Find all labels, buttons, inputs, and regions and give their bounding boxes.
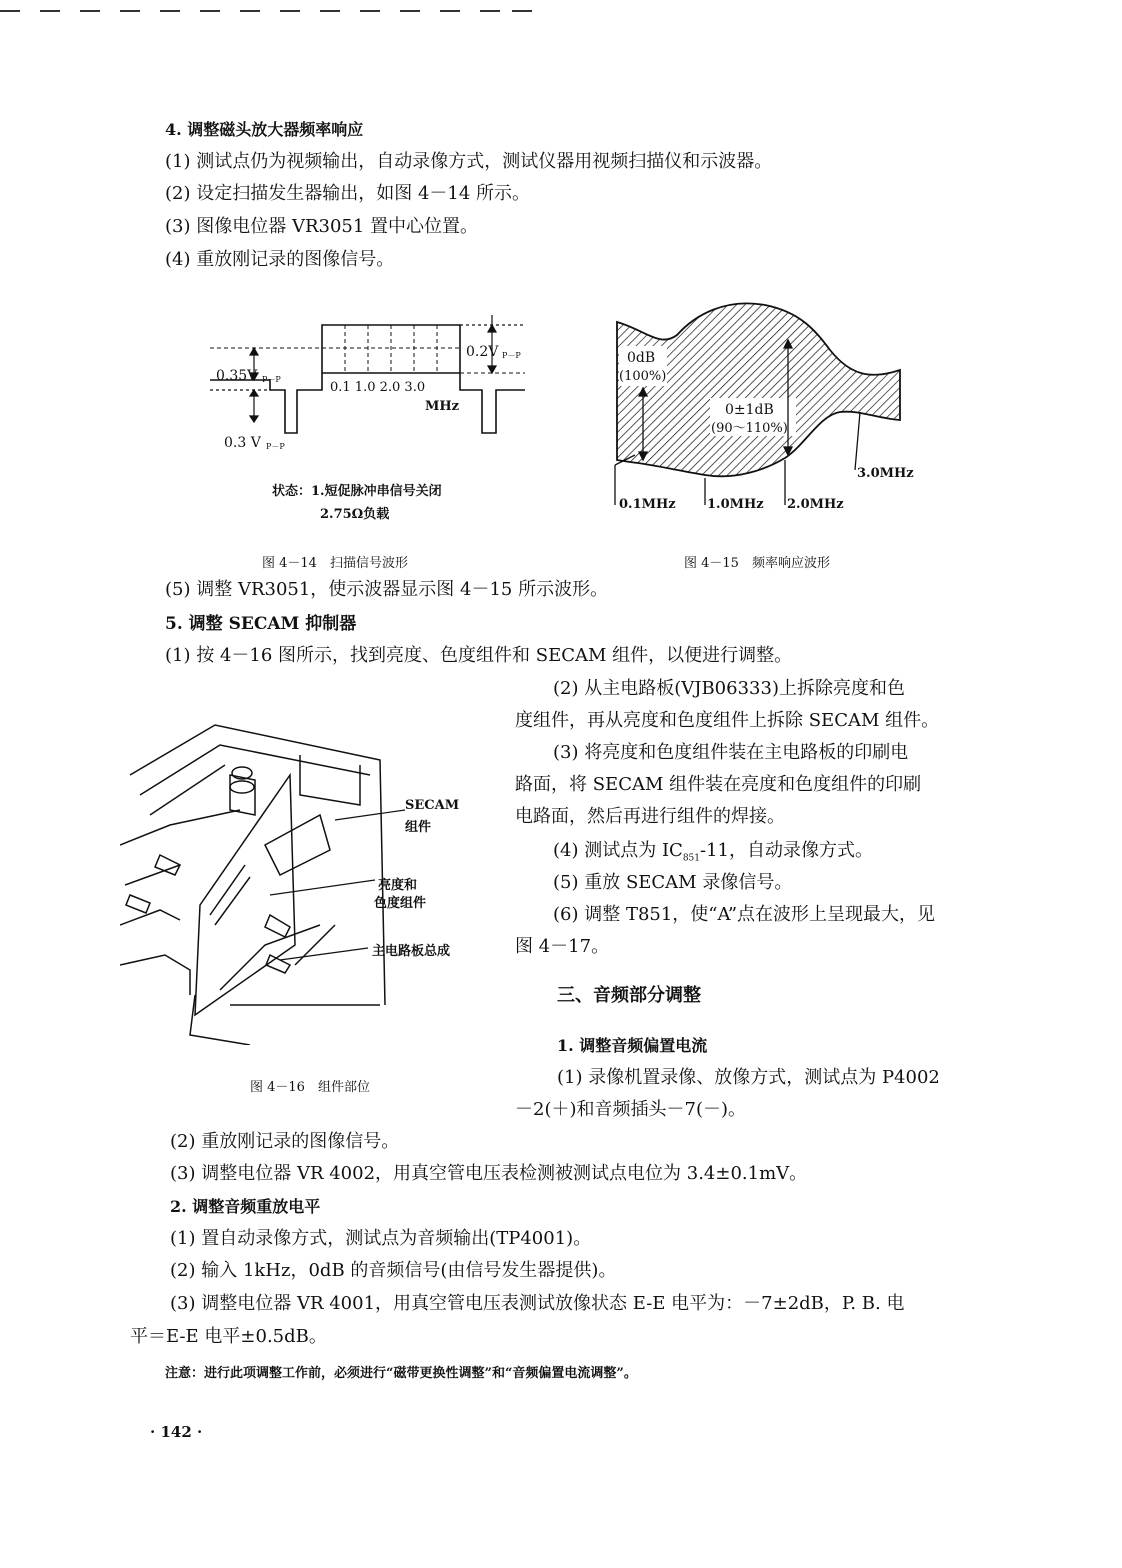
sec5-step-4	[553, 839, 873, 871]
audio-step-1-3: (3) 调整电位器 VR 4002，用真空管电压表检测被测试点电位为 3.4±0.1mV。	[170, 1163, 808, 1184]
audio-step-2-1: (1) 置自动录像方式，测试点为音频输出(TP4001)。	[170, 1228, 592, 1249]
audio-step-2-3-line-2: 平＝E-E 电平±0.5dB。	[130, 1326, 327, 1347]
section-5-heading: 5. 调整 SECAM 抑制器	[165, 614, 357, 634]
figure-4-14-scan-waveform	[210, 310, 540, 470]
label-10mhz: 1.0MHz	[707, 497, 764, 512]
label-20mhz: 2.0MHz	[787, 497, 844, 512]
figure-4-16-module-location	[120, 715, 480, 1045]
audio-sub-1-heading: 1. 调整音频偏置电流	[557, 1036, 708, 1055]
sec5-step-4-text: (4) 测试点为 IC	[553, 840, 683, 861]
label-frequencies: 0.1 1.0 2.0 3.0	[330, 380, 426, 395]
sec5-step-2-line-2: 度组件，再从亮度和色度组件上拆除 SECAM 组件。	[515, 710, 940, 731]
label-main-board: 主电路板总成	[372, 944, 451, 959]
label-secam-module-2: 组件	[405, 820, 432, 835]
label-035vpp: 0.35V	[216, 368, 258, 384]
label-tolerance-percent: (90～110%)	[711, 421, 788, 436]
audio-step-1-2: (2) 重放刚记录的图像信号。	[170, 1131, 400, 1152]
sec4-step-2: (2) 设定扫描发生器输出，如图 4－14 所示。	[165, 183, 531, 204]
page-number: · 142 ·	[150, 1423, 203, 1441]
sec5-step-3-line-3: 电路面，然后再进行组件的焊接。	[515, 806, 785, 827]
sec5-step-3-line-1: (3) 将亮度和色度组件装在主电路板的印刷电	[553, 742, 909, 763]
label-luma-chroma-1: 亮度和	[378, 878, 418, 893]
label-02vpp-sub: P－P	[502, 351, 521, 360]
label-0db: 0dB	[627, 350, 656, 366]
fig416-caption: 图 4－16 组件部位	[250, 1080, 370, 1095]
ic-subscript: 851	[682, 853, 701, 864]
sec4-step-5: (5) 调整 VR3051，使示波器显示图 4－15 所示波形。	[165, 579, 609, 600]
label-02vpp: 0.2V	[466, 344, 499, 360]
sec5-step-5: (5) 重放 SECAM 录像信号。	[553, 872, 793, 893]
fig414-status-line-1: 状态：1.短促脉冲串信号关闭	[272, 484, 442, 499]
sec4-step-1: (1) 测试点仍为视频输出，自动录像方式，测试仪器用视频扫描仪和示波器。	[165, 151, 773, 172]
fig414-caption: 图 4－14 扫描信号波形	[262, 556, 408, 571]
audio-step-1-1-line-2: －2(＋)和音频插头－7(－)。	[515, 1099, 746, 1120]
label-tolerance: 0±1dB	[725, 402, 774, 418]
section-audio-title: 三、音频部分调整	[557, 985, 701, 1006]
note-text: 注意：进行此项调整工作前，必须进行“磁带更换性调整”和“音频偏置电流调整”。	[165, 1366, 637, 1381]
label-01mhz: 0.1MHz	[619, 497, 676, 512]
label-03vpp-sub: P－P	[266, 442, 285, 451]
fig414-status-line-2: 2.75Ω负载	[320, 507, 390, 522]
figure-4-15-frequency-response	[605, 300, 935, 525]
label-luma-chroma-2: 色度组件	[374, 896, 427, 911]
audio-step-1-1-line-1: (1) 录像机置录像、放像方式，测试点为 P4002	[557, 1067, 940, 1088]
sec5-step-3-line-2: 路面，将 SECAM 组件装在亮度和色度组件的印刷	[515, 774, 922, 795]
sec5-step-6-line-1: (6) 调整 T851，使“A”点在波形上呈现最大，见	[553, 904, 936, 925]
label-035vpp-sub: P－P	[262, 375, 281, 384]
audio-sub-2-heading: 2. 调整音频重放电平	[170, 1197, 321, 1216]
label-30mhz: 3.0MHz	[857, 466, 914, 481]
sec4-step-3: (3) 图像电位器 VR3051 置中心位置。	[165, 216, 479, 237]
sec5-step-1: (1) 按 4－16 图所示，找到亮度、色度组件和 SECAM 组件，以便进行调整。	[165, 645, 793, 666]
label-mhz: MHz	[425, 399, 460, 414]
sec5-step-2-line-1: (2) 从主电路板(VJB06333)上拆除亮度和色	[553, 678, 905, 699]
fig415-caption: 图 4－15 频率响应波形	[684, 556, 830, 571]
sec4-step-4: (4) 重放刚记录的图像信号。	[165, 249, 395, 270]
label-secam-module-1: SECAM	[405, 798, 460, 813]
audio-step-2-2: (2) 输入 1kHz，0dB 的音频信号(由信号发生器提供)。	[170, 1260, 617, 1281]
label-100-percent: (100%)	[619, 369, 667, 384]
sec5-step-6-line-2: 图 4－17。	[515, 936, 610, 957]
section-4-heading: 4. 调整磁头放大器频率响应	[165, 120, 364, 139]
label-03vpp: 0.3 V	[224, 435, 261, 451]
audio-step-2-3-line-1: (3) 调整电位器 VR 4001，用真空管电压表测试放像状态 E-E 电平为：－7±2dB，P. B. 电	[170, 1293, 905, 1314]
sec5-step-4-tail: -11，自动录像方式。	[700, 840, 874, 861]
